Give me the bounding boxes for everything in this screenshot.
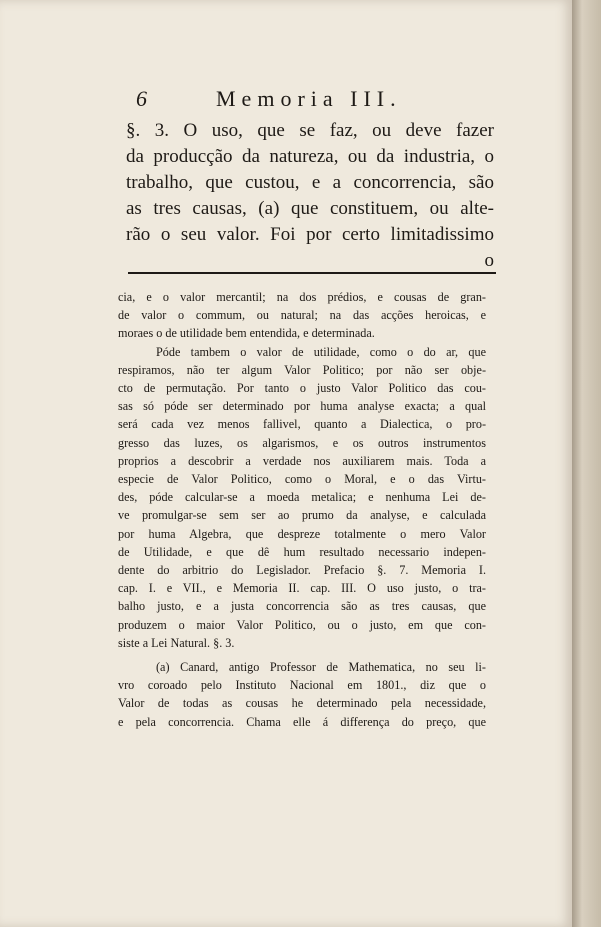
footnote-line: dente do arbitrio do Legislador. Prefacio §. 7. Memoria I. [118,563,486,578]
footnote-line: balho justo, e a justa concorrencia são as tres causas, que [118,599,486,614]
footnote-line: por huma Algebra, que despreze totalmente o mero Valor [118,526,486,541]
main-text-line: trabalho, que custou, e a concorrencia, são [126,172,494,193]
footnote-line: produzem o maior Valor Politico, ou o justo, em que con- [118,617,486,632]
main-text-line: rão o seu valor. Foi por certo limitadissimo [126,224,494,245]
footnote-line: vro coroado pelo Instituto Nacional em 1801., diz que o [118,678,486,693]
adjacent-page-edge [572,0,601,927]
footnote-line: especie de Valor Politico, como o Moral, e o das Virtu- [118,472,486,487]
footnote-line: des, póde calcular-se a moeda metalica; e nenhuma Lei de- [118,490,486,505]
footnote-line: Póde tambem o valor de utilidade, como o do ar, que [156,344,486,359]
footnote-line: siste a Lei Natural. §. 3. [118,635,235,650]
footnote-line: Valor de todas as cousas he determinado pela necessidade, [118,696,486,711]
footnote-rule [128,272,496,274]
footnote-line: sas só póde ser determinado por huma analyse exacta; a qual [118,399,486,414]
catchword: o [484,250,494,271]
running-title: Memoria III. [216,86,402,111]
page-header [130,86,510,116]
footnote-line: de valor o commum, ou natural; na das acções heroicas, e [118,308,486,323]
page-number: 6 [136,86,147,111]
footnote-line: respiramos, não ter algum Valor Politico; por não ser obje- [118,362,486,377]
footnote-line: cia, e o valor mercantil; na dos prédios, e cousas de gran- [118,290,486,304]
footnotes [118,288,486,731]
footnote-line: moraes o de utilidade bem entendida, e determinada. [118,326,375,341]
footnote-line: cap. I. e VII., e Memoria II. cap. III. O uso justo, o tra- [118,581,486,596]
footnote-line: cto de permutação. Por tanto o justo Valor Politico das cou- [118,381,486,396]
main-text-line: as tres causas, (a) que constituem, ou alte- [126,198,494,219]
footnote-line: de Utilidade, e que dê hum resultado necessario indepen- [118,544,486,559]
footnote-line: e pela concorrencia. Chama elle á differença do preço, que [118,714,486,729]
main-text [126,118,494,274]
footnote-line: (a) Canard, antigo Professor de Mathematica, no seu li- [156,660,486,675]
footnote-line: será cada vez menos fallivel, quanto a Dialectica, o pro- [118,417,486,432]
main-text-line: §. 3. O uso, que se faz, ou deve fazer [126,120,494,141]
footnote-line: proprios a descobrir a verdade nos auxiliarem mais. Toda a [118,453,486,468]
footnote-line: gresso das luzes, os algarismos, e os outros instrumentos [118,435,486,450]
footnote-line: ve promulgar-se sem ser ao prumo da analyse, e calculada [118,508,486,523]
main-text-line: da producção da natureza, ou da industria, o [126,146,494,167]
